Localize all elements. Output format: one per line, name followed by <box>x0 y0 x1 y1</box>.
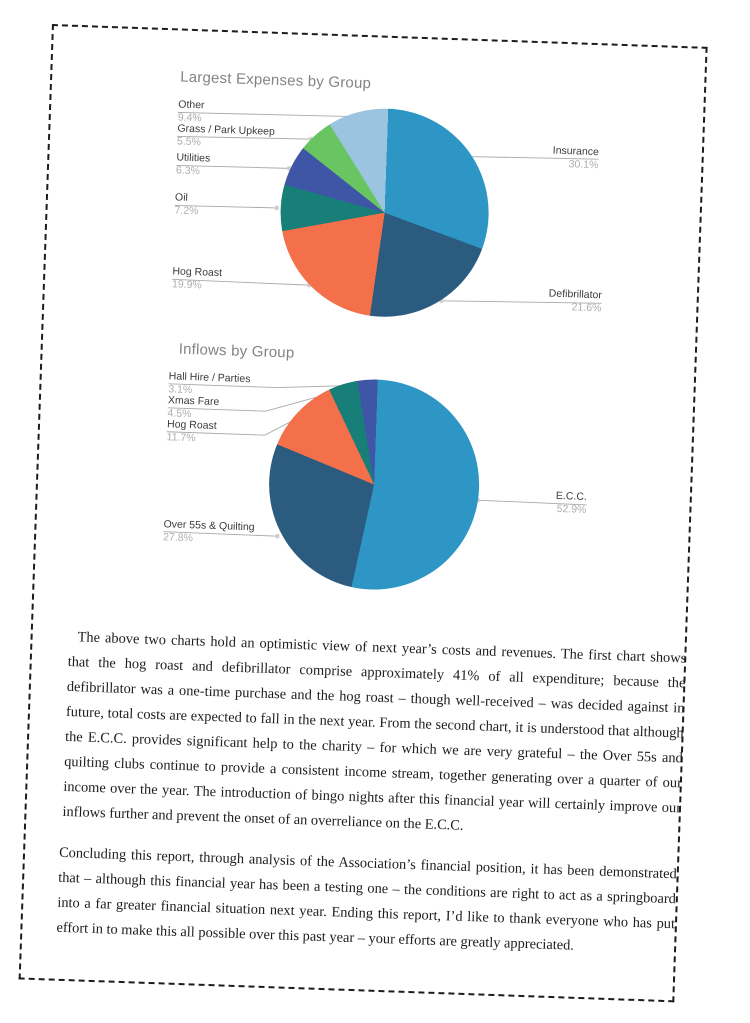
slice-label <box>172 265 222 292</box>
slice-label <box>174 191 199 217</box>
slice-label <box>166 418 216 445</box>
slice-label <box>178 98 205 124</box>
slice-percentage: 3.1% <box>168 383 193 397</box>
slice-name: Utilities <box>176 151 211 165</box>
slice-label <box>176 151 211 177</box>
slice-percentage: 27.8% <box>162 531 194 545</box>
body-paragraph-conclusion: Concluding this report, through analysis of the Association’s financial position, it has been demonstrated that – although this financial year has been a testing one – the conditions are right to act as a springboard into a far greater financial situation next year. Ending this report, I’d like to thank everyone who has put effort in to make this all possible over this past year – your efforts are greatly appreciated. <box>56 844 677 954</box>
chart-title-expenses: Largest Expenses by Group <box>179 68 372 93</box>
chart-title-inflows: Inflows by Group <box>178 340 295 362</box>
slice-percentage: 21.6% <box>571 301 602 315</box>
pie-chart-expenses <box>277 105 492 320</box>
slice-name: Over 55s & Quilting <box>163 518 255 534</box>
slice-label <box>163 518 255 546</box>
slice-name: Other <box>178 98 205 112</box>
slice-label <box>552 145 599 172</box>
slice-percentage: 6.3% <box>175 164 201 178</box>
slice-label <box>167 394 219 421</box>
slice-percentage: 30.1% <box>568 158 599 172</box>
slice-name: Xmas Fare <box>167 394 220 409</box>
slice-percentage: 4.5% <box>167 407 192 421</box>
slice-percentage: 9.4% <box>177 111 202 125</box>
body-paragraph-analysis: The above two charts hold an optimistic view of next year’s costs and revenues. The first chart shows that the hog roast and defibrillator comprise approximately 41% of all expenditure; because the defibrillator was a one-time purchase and the hog roast – though well-received – was decided against in future, total costs are expected to fall in the next year. From the second chart, it is understood that although the E.C.C. provides significant help to the charity – for which we are very grateful – the Over 55s and quilting clubs continue to provide a consistent income stream, together generating over a quarter of our income over the year. The introduction of bingo nights after this financial year will certainly improve our inflows further and prevent the onset of an overreliance on the E.C.C. <box>62 629 687 834</box>
slice-label <box>548 288 602 315</box>
pie-chart-inflows <box>266 376 483 593</box>
slice-name: Hog Roast <box>166 418 217 432</box>
slice-name: Grass / Park Upkeep <box>177 122 276 138</box>
slice-name: E.C.C. <box>555 489 588 503</box>
slice-name: Defibrillator <box>548 287 603 302</box>
slice-name: Hall Hire / Parties <box>168 370 251 386</box>
slice-label <box>177 122 275 150</box>
slice-name: Hog Roast <box>172 265 223 280</box>
slice-percentage: 52.9% <box>556 502 587 516</box>
slice-label <box>555 490 587 516</box>
slice-name: Oil <box>174 191 189 204</box>
slice-label <box>168 370 251 398</box>
slice-percentage: 11.7% <box>166 431 196 445</box>
slice-name: Insurance <box>552 144 600 159</box>
slice-percentage: 5.5% <box>176 135 202 149</box>
slice-percentage: 19.9% <box>171 278 202 292</box>
slice-percentage: 7.2% <box>174 204 199 218</box>
scanned-page-sheet <box>19 24 708 1002</box>
